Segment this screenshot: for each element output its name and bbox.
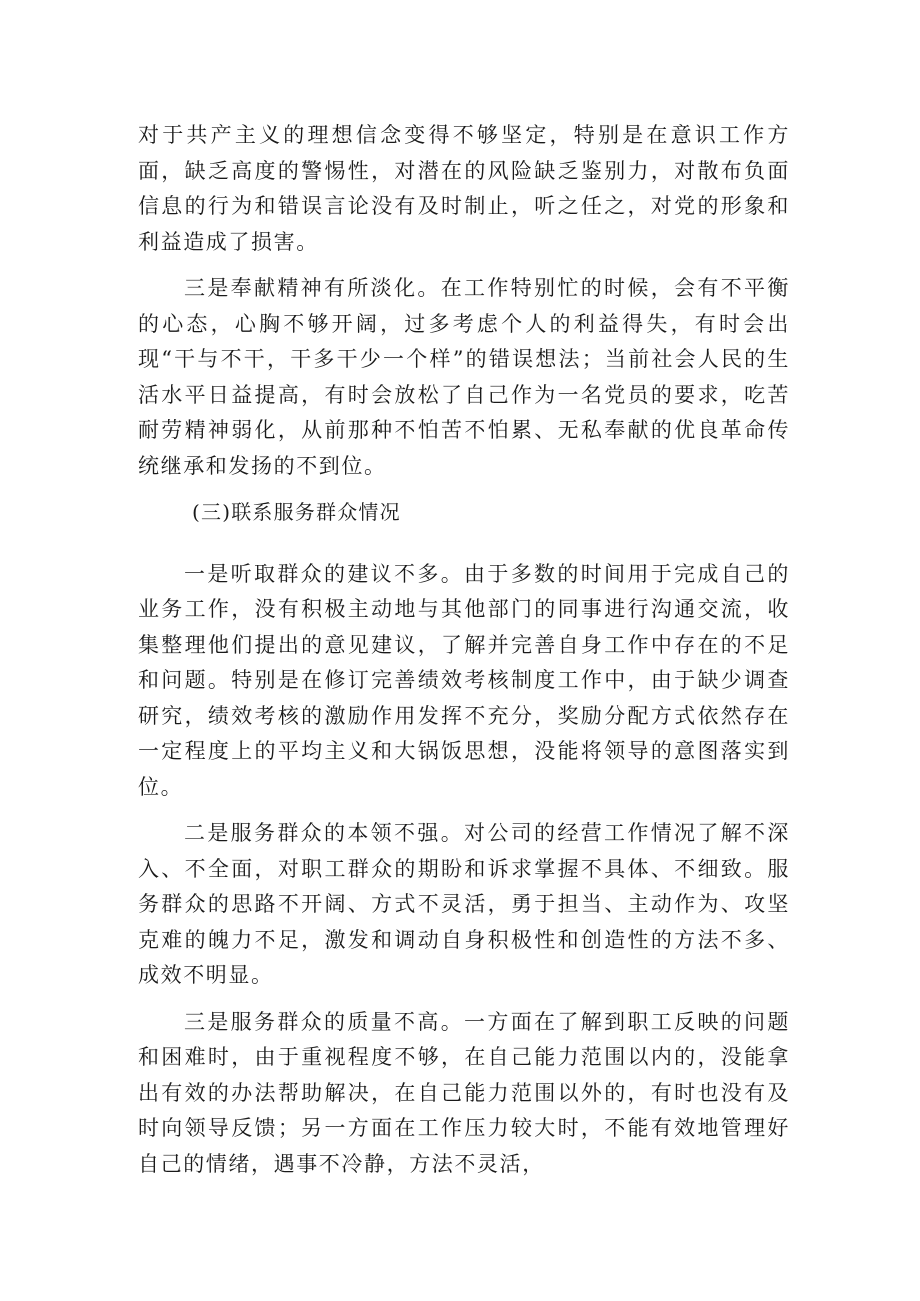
paragraph-continuation: 对于共产主义的理想信念变得不够坚定，特别是在意识工作方面，缺乏高度的警惕性，对潜在的风险缺乏鉴别力，对散布负面信息的行为和错误言论没有及时制止，听之任之，对党的形象和利益造成了损害。 xyxy=(138,123,790,254)
paragraph-service-ability: 二是服务群众的本领不强。对公司的经营工作情况了解不深入、不全面，对职工群众的期盼和诉求掌握不具体、不细致。服务群众的思路不开阔、方式不灵活，勇于担当、主动作为、攻坚克难的魄力不足，激发和调动自身积极性和创造性的方法不多、成效不明显。 xyxy=(138,821,790,987)
section-heading-serving-masses: (三)联系服务群众情况 xyxy=(192,500,401,524)
document-page xyxy=(138,118,790,1193)
paragraph-dedication-spirit: 三是奉献精神有所淡化。在工作特别忙的时候，会有不平衡的心态，心胸不够开阔，过多考虑个人的利益得失，有时会出现“干与不干，干多干少一个样”的错误想法；当前社会人民的生活水平日益提高，有时会放松了自己作为一名党员的要求，吃苦耐劳精神弱化，从前那种不怕苦不怕累、无私奉献的优良革命传统继承和发扬的不到位。 xyxy=(138,276,790,478)
paragraph-service-quality: 三是服务群众的质量不高。一方面在了解到职工反映的问题和困难时，由于重视程度不够，在自己能力范围以内的，没能拿出有效的办法帮助解决，在自己能力范围以外的，有时也没有及时向领导反馈；另一方面在工作压力较大时，不能有效地管理好自己的情绪，遇事不冷静，方法不灵活， xyxy=(138,1009,790,1176)
paragraph-listening-suggestions: 一是听取群众的建议不多。由于多数的时间用于完成自己的业务工作，没有积极主动地与其他部门的同事进行沟通交流，收集整理他们提出的意见建议，了解并完善自身工作中存在的不足和问题。特别是在修订完善绩效考核制度工作中，由于缺少调查研究，绩效考核的激励作用发挥不充分，奖励分配方式依然存在一定程度上的平均主义和大锅饭思想，没能将领导的意图落实到位。 xyxy=(138,561,790,799)
